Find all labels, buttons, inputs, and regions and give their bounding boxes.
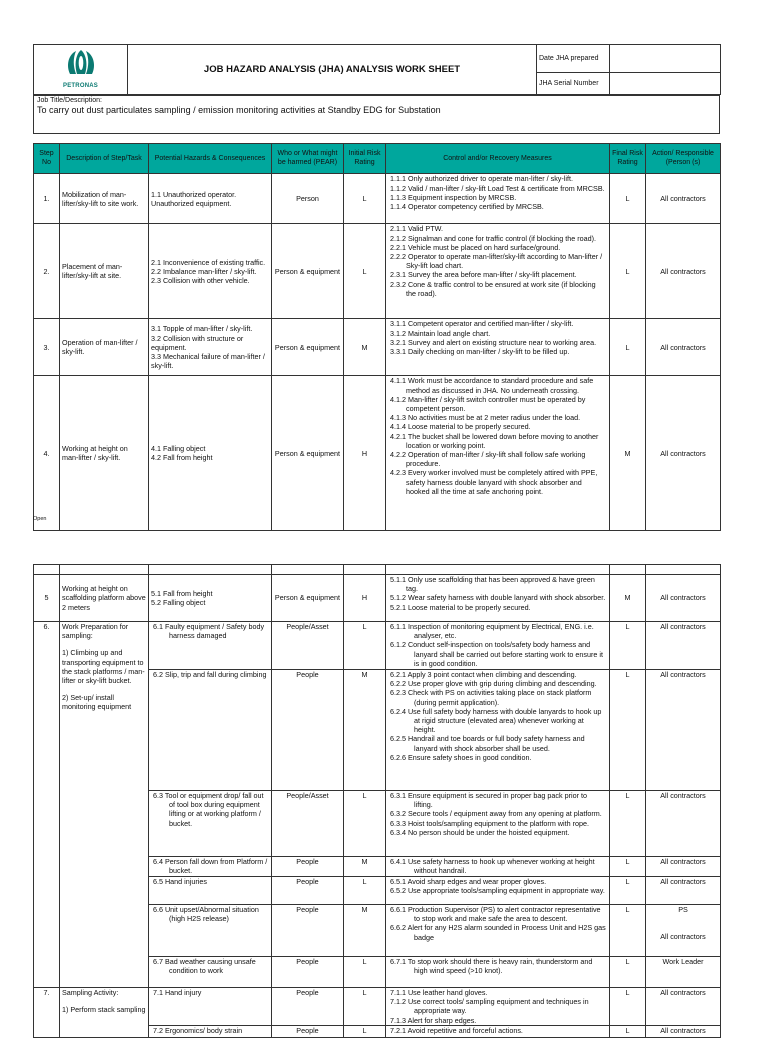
responsible [646,1025,721,1037]
controls [386,957,610,988]
final-risk: L [610,957,646,988]
controls-line: 6.3.4 No person should be under the hoisted equipment. [390,827,570,837]
responsible [646,791,721,857]
responsible [646,670,721,791]
controls-line: 1.1.2 Valid / man-lifter / sky-lift Load Test & certificate from MRCSB. [390,183,605,193]
job-title-cell [34,96,720,134]
controls [386,174,610,224]
worksheet-page-1 [33,44,720,531]
responsible-text: All contractors [660,988,706,997]
controls-line: 2.2.1 Vehicle must be placed on hard surface/ground. [390,242,561,252]
description-line: 2) Set-up/ install monitoring equipment [62,693,132,712]
responsible: All contractors [646,575,721,622]
hazards-line: 3.2 Collision with structure or equipment. [151,333,244,352]
who-harmed: People [272,905,344,957]
col-step: Step No [34,144,60,174]
description-line: Sampling Activity: [62,988,119,997]
final-risk: L [610,988,646,1026]
controls-line: 2.1.1 Valid PTW. [390,224,443,234]
controls-line: 4.2.1 The bucket shall be lowered down before moving to another location or working point. [390,431,599,450]
hazard-text: 6.1 Faulty equipment / Safety body harness damaged [153,622,265,641]
hazard-text: 7.1 Hand injury [153,988,202,997]
controls [386,622,610,670]
controls-line: 6.3.1 Ensure equipment is secured in proper bag pack prior to lifting. [390,791,587,810]
description-line: Work Preparation for sampling: [62,622,129,641]
hazards [149,319,272,376]
initial-risk: M [344,319,386,376]
who-harmed: Person & equipment [272,319,344,376]
initial-risk: L [344,174,386,224]
hazards-line: 3.1 Topple of man-lifter / sky-lift. [151,324,253,334]
controls-line: 1.1.4 Operator competency certified by MRCSB. [390,202,544,212]
responsible-text: All contractors [660,932,706,942]
responsible-text: PS [678,905,688,914]
table-row [34,224,721,319]
hazards [149,376,272,531]
hazard [149,957,272,988]
controls-line: 1.1.1 Only authorized driver to operate man-lifter / sky-lift. [390,174,573,184]
col-who: Who or What might be harmed (PEAR) [272,144,344,174]
responsible-text: All contractors [660,670,706,679]
page1-rows [34,174,721,531]
step-number: 5 [34,575,60,622]
hazard-text: 6.2 Slip, trip and fall during climbing [153,670,267,679]
final-risk: L [610,319,646,376]
final-risk: L [610,174,646,224]
controls-line: 6.1.1 Inspection of monitoring equipment by Electrical, ENG. i.e. analyser, etc. [390,622,594,641]
controls [386,905,610,957]
controls-line: 6.2.4 Use full safety body harness with double lanyards to hook up at rigid structure (elevated area) whenever working at height. [390,706,602,735]
initial-risk: M [344,670,386,791]
table-row [34,174,721,224]
open-note: Open [33,516,47,522]
who-harmed: Person & equipment [272,224,344,319]
serial-label: JHA Serial Number [537,73,610,95]
initial-risk: H [344,376,386,531]
controls-line: 3.2.1 Survey and alert on existing structure near to working area. [390,337,597,347]
step-description [60,622,149,988]
step-number: 6. [34,622,60,988]
hazards-line: 4.1 Falling object [151,444,206,454]
hazards-line: Unauthorized equipment. [151,198,232,208]
who-harmed: People [272,670,344,791]
step-number: 3. [34,319,60,376]
petronas-logo [34,45,128,95]
col-final: Final Risk Rating [610,144,646,174]
responsible-text: All contractors [660,622,706,631]
hazard-text: 6.5 Hand injuries [153,877,207,886]
final-risk: L [610,905,646,957]
controls-line: 6.3.3 Hoist tools/sampling equipment to the platform with rope. [390,818,589,828]
who-harmed: Person & equipment [272,575,344,622]
controls-line: 7.1.3 Alert for sharp edges. [390,1015,477,1025]
controls-line: 7.2.1 Avoid repetitive and forceful actions. [390,1025,523,1035]
who-harmed: People [272,988,344,1026]
controls-line: 4.2.2 Operation of man-lifter / sky-lift shall follow safe working procedure. [390,450,586,469]
step-number: 7. [34,988,60,1038]
date-label: Date JHA prepared [537,45,610,73]
hazard [149,905,272,957]
final-risk: L [610,622,646,670]
controls-line: 6.2.6 Ensure safety shoes in good condition. [390,752,532,762]
controls-line: 4.1.3 No activities must be at 2 meter radius under the load. [390,413,581,423]
controls-line: 6.2.5 Handrail and toe boards or full body safety harness and lanyard with shock absorber shall be used. [390,734,585,753]
table-row [34,622,721,670]
responsible-text: All contractors [660,857,706,866]
table-row [34,319,721,376]
hazard [149,791,272,857]
hazard [149,1025,272,1037]
controls-line: 6.6.2 Alert for any H2S alarm sounded in Process Unit and H2S gas badge [390,923,606,942]
controls [386,988,610,1026]
controls-line: 2.3.2 Cone & traffic control to be ensured at work site (if blocking the road). [390,279,596,298]
responsible [646,988,721,1026]
serial-value[interactable] [610,73,721,95]
initial-risk: L [344,1025,386,1037]
initial-risk: L [344,957,386,988]
responsible [646,857,721,877]
controls-line: 6.7.1 To stop work should there is heavy rain, thunderstorm and high wind speed (>10 knot). [390,957,593,976]
logo-wordmark: PETRONAS [63,83,98,90]
hazard-text: 6.6 Unit upset/Abnormal situation (high H2S release) [153,905,259,924]
responsible-text: Work Leader [662,957,704,966]
step-description: Working at height on man-lifter / sky-lift. [60,376,149,531]
responsible: All contractors [646,224,721,319]
initial-risk: H [344,575,386,622]
jha-table-page1 [33,143,721,531]
final-risk: L [610,877,646,905]
step-number: 1. [34,174,60,224]
who-harmed: People [272,1025,344,1037]
who-harmed: Person & equipment [272,376,344,531]
initial-risk: L [344,791,386,857]
controls [386,319,610,376]
table-row [34,575,721,622]
job-title-text: To carry out dust particulates sampling / emission monitoring activities at Standby EDG for Substation [37,105,441,116]
step-number: 2. [34,224,60,319]
jha-table-page2 [33,564,721,1038]
controls-line: 1.1.3 Equipment inspection by MRCSB. [390,192,517,202]
responsible: All contractors [646,319,721,376]
header-table [33,44,721,95]
controls [386,857,610,877]
page2-rows [34,575,721,1038]
responsible: All contractors [646,174,721,224]
hazards-line: 2.2 Imbalance man-lifter / sky-lift. [151,266,257,276]
hazards-line: 2.3 Collision with other vehicle. [151,276,250,285]
who-harmed: People [272,957,344,988]
page-title: JOB HAZARD ANALYSIS (JHA) ANALYSIS WORK SHEET [128,45,537,95]
hazards-line: 1.1 Unauthorized operator. [151,189,237,199]
hazard-text: 6.3 Tool or equipment drop/ fall out of tool box during equipment lifting or at working platform / bucket. [153,791,264,828]
step-description: Mobilization of man-lifter/sky-lift to site work. [60,174,149,224]
responsible-text: All contractors [660,1025,706,1035]
controls-line: 4.1.4 Loose material to be properly secured. [390,422,531,432]
who-harmed: People [272,857,344,877]
description-line: 1) Perform stack sampling [62,1005,146,1015]
final-risk: M [610,376,646,531]
controls [386,791,610,857]
responsible-text: All contractors [660,877,706,886]
hazards [149,575,272,622]
who-harmed: People/Asset [272,791,344,857]
petronas-logo-icon [64,48,98,78]
step-description: Working at height on scaffolding platform above 2 meters [60,575,149,622]
controls-line: 3.1.1 Competent operator and certified man-lifter / sky-lift. [390,319,574,329]
job-title-table [33,95,720,134]
controls-line: 2.3.1 Survey the area before man-lifter / sky-lift placement. [390,270,577,280]
hazard [149,857,272,877]
controls-line: 4.1.2 Man-lifter / sky-lift switch controller must be operated by competent person. [390,394,586,414]
initial-risk: L [344,224,386,319]
step-number: 4. [34,376,60,531]
final-risk: L [610,1025,646,1037]
controls-line: 7.1.1 Use leather hand gloves. [390,988,488,997]
hazard [149,622,272,670]
initial-risk: M [344,905,386,957]
hazards-line: 4.2 Fall from height [151,453,213,463]
controls-line: 6.2.1 Apply 3 point contact when climbing and descending. [390,670,577,679]
controls-line: 5.1.2 Wear safety harness with double lanyard with shock absorber. [390,593,606,603]
controls [386,670,610,791]
controls-line: 6.6.1 Production Supervisor (PS) to alert contractor representative to stop work and make safe the area to descent. [390,905,601,924]
controls-line: 6.3.2 Secure tools / equipment away from any opening at platform. [390,809,602,819]
initial-risk: L [344,622,386,670]
controls-line: 3.3.1 Daily checking on man-lifter / sky-lift to be filled up. [390,347,570,357]
controls-line: 4.2.3 Every worker involved must be completely attired with PPE, safety harness double lanyard with shock absorber and hooked all the time at safe anchoring point. [390,468,598,496]
controls-line: 6.2.3 Check with PS on activities taking place on stack platform (during permit application). [390,688,592,707]
who-harmed: People [272,877,344,905]
responsible: All contractors [646,376,721,531]
table-row [34,376,721,531]
job-title-label: Job Title/Description: [37,97,102,105]
worksheet-page-2 [33,564,720,1038]
controls-line: 6.2.2 Use proper glove with grip during climbing and descending. [390,679,597,689]
hazard-text: 6.4 Person fall down from Platform / bucket. [153,857,268,876]
initial-risk: L [344,988,386,1026]
date-value[interactable] [610,45,721,73]
final-risk: L [610,224,646,319]
hazards-line: 2.1 Inconvenience of existing traffic. [151,257,266,267]
controls [386,575,610,622]
controls-line: 6.1.2 Conduct self-inspection on tools/safety body harness and lanyard shall be carried out before starting work to ensure it is in good condition. [390,640,603,668]
step-description: Placement of man-lifter/sky-lift at site. [60,224,149,319]
initial-risk: L [344,877,386,905]
controls-line: 3.1.2 Maintain load angle chart. [390,328,491,338]
hazards-line: 3.3 Mechanical failure of man-lifter / sky-lift. [151,352,265,371]
controls-line: 6.4.1 Use safety harness to hook up whenever working at height without handrail. [390,857,595,876]
hazards-line: 5.2 Falling object [151,598,206,607]
final-risk: M [610,575,646,622]
hazard [149,877,272,905]
blank-header-row [34,565,721,575]
controls-line: 7.1.2 Use correct tools/ sampling equipment and techniques in appropriate way. [390,997,589,1016]
responsible [646,905,721,957]
hazard-text: 6.7 Bad weather causing unsafe condition to work [153,957,256,976]
col-action: Action/ Responsible (Person (s) [646,144,721,174]
col-hazards: Potential Hazards & Consequences [149,144,272,174]
controls [386,1025,610,1037]
controls [386,877,610,905]
hazard [149,670,272,791]
controls-line: 2.1.2 Signalman and cone for traffic control (if blocking the road). [390,233,597,243]
responsible [646,622,721,670]
hazards [149,174,272,224]
controls [386,224,610,319]
controls-line: 6.5.1 Avoid sharp edges and wear proper gloves. [390,877,547,886]
controls-line: 5.2.1 Loose material to be properly secured. [390,602,531,612]
col-initial: Initial Risk Rating [344,144,386,174]
hazards-line: 5.1 Fall from height [151,588,213,598]
step-description [60,988,149,1038]
responsible-text: All contractors [660,791,706,800]
controls-line: 6.5.2 Use appropriate tools/sampling equipment in appropriate way. [390,886,605,896]
controls-line: 4.1.1 Work must be accordance to standard procedure and safe method as discussed in JHA. No underneath crossing. [390,376,594,395]
hazard [149,988,272,1026]
controls-line: 5.1.1 Only use scaffolding that has been approved & have green tag. [390,575,595,594]
initial-risk: M [344,857,386,877]
controls [386,376,610,531]
col-controls: Control and/or Recovery Measures [386,144,610,174]
who-harmed: Person [272,174,344,224]
responsible [646,957,721,988]
responsible [646,877,721,905]
controls-line: 2.2.2 Operator to operate man-lifter/sky-lift according to Man-lifter / Sky-lift load chart. [390,252,603,271]
hazard-text: 7.2 Ergonomics/ body strain [153,1025,243,1035]
final-risk: L [610,670,646,791]
final-risk: L [610,791,646,857]
step-description: Operation of man-lifter / sky-lift. [60,319,149,376]
hazards [149,224,272,319]
final-risk: L [610,857,646,877]
table-row [34,988,721,1026]
who-harmed: People/Asset [272,622,344,670]
description-line: 1) Climbing up and transporting equipment to the stack platforms / man-lifter or sky-lift bucket. [62,648,145,686]
col-desc: Description of Step/Task [60,144,149,174]
